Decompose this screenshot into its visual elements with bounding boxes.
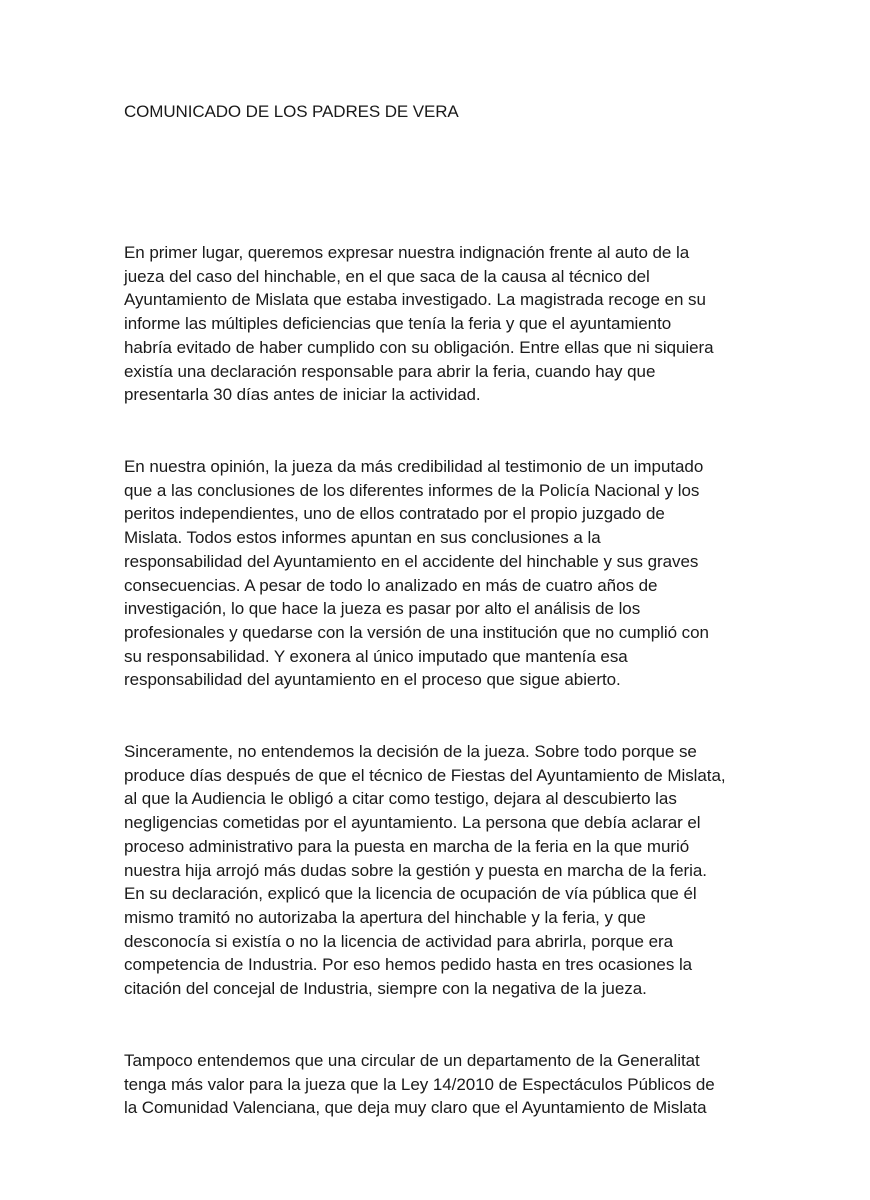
paragraph-line: En primer lugar, queremos expresar nuestra indignación frente al auto de la — [124, 243, 690, 262]
paragraph-line: tenga más valor para la jueza que la Ley 14/2010 de Espectáculos Públicos de — [124, 1074, 715, 1094]
paragraph-line: Sinceramente, no entendemos la decisión de la jueza. Sobre todo porque se — [124, 742, 697, 761]
paragraph-line: citación del concejal de Industria, siempre con la negativa de la jueza. — [124, 979, 647, 999]
paragraph-line: que a las conclusiones de los diferentes informes de la Policía Nacional y los — [124, 480, 700, 500]
paragraph-line: peritos independientes, uno de ellos contratado por el propio juzgado de — [124, 504, 665, 524]
paragraph-line: profesionales y quedarse con la versión de una institución que no cumplió con — [124, 622, 709, 642]
paragraph-1 — [124, 241, 764, 407]
paragraph-line: desconocía si existía o no la licencia de actividad para abrirla, porque era — [124, 931, 674, 951]
paragraph-line: Tampoco entendemos que una circular de un departamento de la Generalitat — [124, 1051, 700, 1070]
paragraph-line: jueza del caso del hinchable, en el que saca de la causa al técnico del — [124, 266, 650, 286]
paragraph-line: informe las múltiples deficiencias que tenía la feria y que el ayuntamiento — [124, 314, 672, 334]
paragraph-line: la Comunidad Valenciana, que deja muy claro que el Ayuntamiento de Mislata — [124, 1098, 707, 1118]
paragraph-line: En nuestra opinión, la jueza da más credibilidad al testimonio de un imputado — [124, 457, 704, 476]
paragraph-line: competencia de Industria. Por eso hemos pedido hasta en tres ocasiones la — [124, 955, 693, 975]
document-title: COMUNICADO DE LOS PADRES DE VERA — [124, 102, 459, 121]
paragraph-line: consecuencias. A pesar de todo lo analizado en más de cuatro años de — [124, 575, 658, 595]
paragraph-line: nuestra hija arrojó más dudas sobre la gestión y puesta en marcha de la feria. — [124, 860, 707, 880]
paragraph-line: existía una declaración responsable para abrir la feria, cuando hay que — [124, 361, 656, 381]
paragraph-line: produce días después de que el técnico de Fiestas del Ayuntamiento de Mislata, — [124, 765, 726, 785]
paragraph-line: proceso administrativo para la puesta en marcha de la feria en la que murió — [124, 836, 690, 856]
paragraph-line: negligencias cometidas por el ayuntamiento. La persona que debía aclarar el — [124, 813, 701, 833]
paragraph-line: al que la Audiencia le obligó a citar como testigo, dejara al descubierto las — [124, 789, 677, 809]
paragraph-line: Ayuntamiento de Mislata que estaba investigado. La magistrada recoge en su — [124, 290, 706, 310]
paragraph-line: En su declaración, explicó que la licencia de ocupación de vía pública que él — [124, 884, 697, 904]
paragraph-line: presentarla 30 días antes de iniciar la actividad. — [124, 385, 481, 405]
paragraph-line: mismo tramitó no autorizaba la apertura del hinchable y la feria, y que — [124, 907, 646, 927]
paragraph-line: Mislata. Todos estos informes apuntan en sus conclusiones a la — [124, 528, 601, 548]
paragraph-line: su responsabilidad. Y exonera al único imputado que mantenía esa — [124, 646, 628, 666]
paragraph-4 — [124, 1049, 764, 1120]
paragraph-2 — [124, 455, 764, 692]
paragraph-line: responsabilidad del ayuntamiento en el proceso que sigue abierto. — [124, 670, 621, 690]
paragraph-3 — [124, 740, 764, 1001]
paragraph-line: investigación, lo que hace la jueza es pasar por alto el análisis de los — [124, 599, 641, 619]
paragraph-line: habría evitado de haber cumplido con su obligación. Entre ellas que ni siquiera — [124, 337, 714, 357]
paragraph-line: responsabilidad del Ayuntamiento en el accidente del hinchable y sus graves — [124, 551, 699, 571]
